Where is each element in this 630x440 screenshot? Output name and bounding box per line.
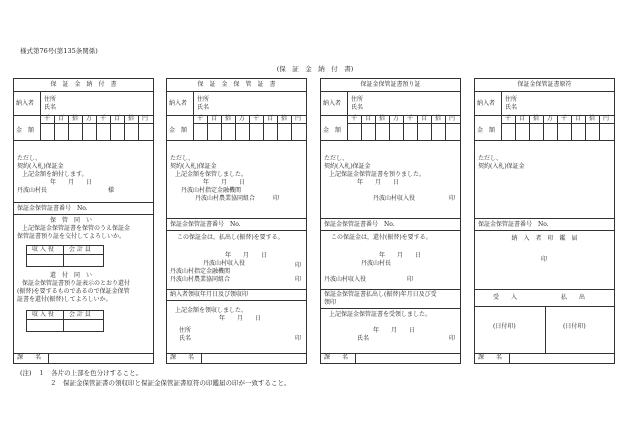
digit-header: 円 <box>449 115 456 122</box>
receipt-label: 受 入 <box>493 294 518 301</box>
digit-header: 拾 <box>225 115 232 122</box>
deposit-number-label: 保証金保管証書番号 No. <box>324 221 395 228</box>
digit-header: 百 <box>58 115 65 122</box>
keep-body-line: 上記保証金保管証書を保管のうえ保証金 <box>22 225 131 232</box>
form-certificate-stub <box>474 78 615 364</box>
description-text: 上記金額を保管しました。 <box>175 171 248 178</box>
contract-text: 契約(入札)保証金 <box>478 163 525 170</box>
date-text: 年 月 日 <box>373 327 416 334</box>
date-text: 年 月 日 <box>357 179 400 186</box>
tadashi-text: ただし、 <box>324 155 349 162</box>
address-label: 住所 <box>197 96 210 103</box>
description-text: 上記金額を納付します。 <box>22 171 88 178</box>
digit-row <box>40 115 154 140</box>
name-label: 氏名 <box>179 335 192 342</box>
table-header: 収 入 役 <box>32 246 54 253</box>
receipt-date-label: 納入者領収年月日及び領収印 <box>170 291 249 298</box>
section-label: 課 名 <box>324 354 349 361</box>
table-header: 会 計 員 <box>69 311 91 318</box>
table-header: 収 入 役 <box>32 311 54 318</box>
digit-header: 百 <box>211 115 218 122</box>
bank-text: 丹波山村指定金融機関 <box>181 187 242 194</box>
payer-label: 納入者 <box>169 100 188 107</box>
contract-text: 契約(入札)保証金 <box>17 163 64 170</box>
digit-header: 万 <box>86 115 93 122</box>
section-label: 課 名 <box>478 354 503 361</box>
digit-header: 百 <box>519 115 526 122</box>
payer-label: 納入者 <box>323 100 342 107</box>
return-heading: 還 付 同 い <box>50 272 93 279</box>
addressee-text: 丹波山村長 <box>17 187 48 194</box>
keep-body-line: 保管証書預り証を交付してよろしいか。 <box>17 233 126 240</box>
seal-mark: 印 <box>273 195 280 202</box>
contract-text: 契約(入札)保証金 <box>170 163 217 170</box>
seal-mark: 印 <box>449 335 456 342</box>
seal-mark: 印 <box>449 195 456 202</box>
payer-label: 納入者 <box>16 100 35 107</box>
name-label: 氏名 <box>357 335 370 342</box>
digit-header: 拾 <box>72 115 79 122</box>
digit-header: 百 <box>421 115 428 122</box>
date-text: 年 月 日 <box>379 252 422 259</box>
name-label: 氏名 <box>505 104 518 111</box>
tadashi-text: ただし、 <box>170 155 195 162</box>
digit-header: 拾 <box>533 115 540 122</box>
digit-header: 拾 <box>128 115 135 122</box>
section-label: 課 名 <box>17 354 42 361</box>
form-payment-slip <box>13 78 154 364</box>
digit-header: 千 <box>100 115 107 122</box>
form-number: 様式第76号(第135条関係) <box>20 47 98 55</box>
approval-table <box>26 245 104 267</box>
name-label: 氏名 <box>197 104 210 111</box>
digit-header: 百 <box>267 115 274 122</box>
amount-label: 金 額 <box>477 127 496 134</box>
address-label: 住所 <box>351 96 364 103</box>
digit-row <box>347 115 461 140</box>
notice-text: この保証金は，還付(振替)を要する。 <box>331 234 432 241</box>
form-certificate-receipt <box>320 78 461 364</box>
date-text: 年 月 日 <box>50 179 93 186</box>
date-stamp-slot: (日付印) <box>493 323 516 330</box>
date-text: 年 月 日 <box>203 179 246 186</box>
seal-mark: 印 <box>295 276 302 283</box>
payout-label: 保証金保管証書払出し(振替)年月日及び受 <box>324 291 437 298</box>
digit-header: 円 <box>142 115 149 122</box>
digit-header: 拾 <box>435 115 442 122</box>
form-title: 保証金保管証書原符 <box>517 81 572 88</box>
digit-header: 千 <box>407 115 414 122</box>
coop-text: 丹波山村農業協同組合 <box>170 276 231 283</box>
contract-text: 契約(入札)保証金 <box>324 163 371 170</box>
treasurer-text: 丹波山村収入役 <box>203 260 246 267</box>
form-title: 保 証 金 納 付 書 <box>50 81 117 88</box>
digit-header: 千 <box>561 115 568 122</box>
description-text: 上記保証金保管証書を預りました。 <box>329 171 426 178</box>
form-title: 保 証 金 保 管 証 書 <box>197 81 276 88</box>
treasurer-text: 丹波山村収入役 <box>373 195 416 202</box>
tadashi-text: ただし、 <box>17 155 42 162</box>
date-text: 年 月 日 <box>225 252 268 259</box>
form-title: 保証金保管証書預り証 <box>360 81 421 88</box>
seal-mark: 印 <box>541 256 548 263</box>
digit-header: 千 <box>253 115 260 122</box>
name-label: 氏名 <box>44 104 57 111</box>
keep-heading: 保 管 同 い <box>50 217 93 224</box>
document-title: (保 証 金 納 付 書) <box>276 65 354 73</box>
note-line: ２ 保証金保管証書の領収印と保証金保管証書原符の印鑑届の印が一致すること。 <box>50 379 291 387</box>
payer-label: 納入者 <box>477 100 496 107</box>
address-label: 住所 <box>179 327 192 334</box>
digit-header: 万 <box>393 115 400 122</box>
address-label: 住所 <box>44 96 57 103</box>
section-label: 課 名 <box>170 354 195 361</box>
digit-header: 万 <box>547 115 554 122</box>
note-line: (注) １ 各片の上部を色分けすること。 <box>20 369 143 377</box>
received-text: 上記金額を領収しました。 <box>175 307 248 314</box>
return-body-line: (振替)を要するものであるので保証金保管 <box>17 288 130 295</box>
seal-registration-label: 納 入 者 印 鑑 届 <box>511 235 578 242</box>
digit-header: 円 <box>603 115 610 122</box>
payout-label: 領印 <box>324 299 337 306</box>
address-label: 住所 <box>505 96 518 103</box>
honorific-text: 様 <box>108 187 115 194</box>
coop-text: 丹波山村農業協同組合 <box>195 195 256 202</box>
treasurer-text: 丹波山村収入役 <box>324 276 367 283</box>
digit-header: 拾 <box>589 115 596 122</box>
digit-header: 万 <box>239 115 246 122</box>
tadashi-text: ただし、 <box>478 155 503 162</box>
seal-mark: 印 <box>295 335 302 342</box>
digit-row <box>193 115 307 140</box>
amount-label: 金 額 <box>16 127 35 134</box>
bank-text: 丹波山村指定金融機関 <box>170 268 231 275</box>
digit-header: 千 <box>351 115 358 122</box>
return-body-line: 証書を還付(振替)してよろしいか。 <box>17 296 112 303</box>
digit-header: 百 <box>114 115 121 122</box>
digit-header: 千 <box>197 115 204 122</box>
digit-header: 百 <box>575 115 582 122</box>
deposit-number-label: 保証金保管証書番号 No. <box>170 221 241 228</box>
digit-header: 千 <box>505 115 512 122</box>
notice-text: この保証金は，払出し(振替)を要する。 <box>177 234 284 241</box>
payout-label: 払 出 <box>561 294 586 301</box>
digit-header: 百 <box>365 115 372 122</box>
digit-header: 千 <box>44 115 51 122</box>
mayor-text: 丹波山村長 <box>361 260 392 267</box>
deposit-number-label: 保証金保管証書番号 No. <box>478 221 549 228</box>
digit-header: 円 <box>295 115 302 122</box>
date-stamp-slot: (日付印) <box>563 323 586 330</box>
digit-header: 拾 <box>281 115 288 122</box>
digit-row <box>501 115 615 140</box>
seal-mark: 印 <box>407 276 414 283</box>
deposit-number-label: 保証金保管証書番号 No. <box>17 205 88 212</box>
date-text: 年 月 日 <box>219 315 262 322</box>
return-body-line: 保証金保管証書預り証表示のとおり還付 <box>22 280 131 287</box>
amount-label: 金 額 <box>323 127 342 134</box>
approval-table <box>26 310 104 332</box>
form-deposit-certificate <box>166 78 307 364</box>
digit-header: 拾 <box>379 115 386 122</box>
name-label: 氏名 <box>351 104 364 111</box>
seal-mark: 印 <box>295 262 302 269</box>
table-header: 会 計 員 <box>69 246 91 253</box>
amount-label: 金 額 <box>169 127 188 134</box>
received-text: 上記保証金保管証書を受領しました。 <box>329 311 432 318</box>
